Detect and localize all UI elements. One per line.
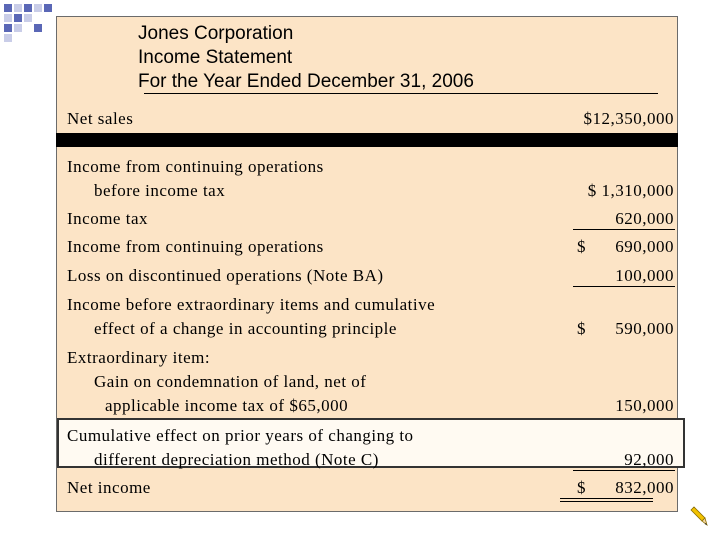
net-income-dollar: $ <box>577 478 586 497</box>
extraordinary-label-2: Gain on condemnation of land, net of <box>94 372 367 391</box>
header-rule <box>144 93 658 94</box>
cumulative-effect-label-2: different depreciation method (Note C) <box>94 450 379 469</box>
statement-title: Income Statement <box>138 47 293 68</box>
income-tax-label: Income tax <box>67 209 148 228</box>
net-sales-label: Net sales <box>67 109 134 128</box>
net-income-amount: 832,000 <box>615 478 674 497</box>
net-income-double-underline-1 <box>560 498 653 499</box>
income-cont-before-tax-label-1: Income from continuing operations <box>67 157 324 176</box>
loss-discontinued-label: Loss on discontinued operations (Note BA) <box>67 266 384 285</box>
income-before-extra-amount: 590,000 <box>615 319 674 338</box>
income-cont-before-tax-label-2: before income tax <box>94 181 226 200</box>
net-sales-amount: $12,350,000 <box>583 109 674 128</box>
income-cont-label: Income from continuing operations <box>67 237 324 256</box>
extraordinary-label-3: applicable income tax of $65,000 <box>105 396 349 415</box>
income-before-extra-label-2: effect of a change in accounting principle <box>94 319 397 338</box>
statement-period: For the Year Ended December 31, 2006 <box>138 71 474 92</box>
cumulative-effect-amount: 92,000 <box>624 450 674 469</box>
income-tax-underline <box>573 229 675 230</box>
pencil-icon <box>688 506 708 526</box>
extraordinary-label-1: Extraordinary item: <box>67 348 211 367</box>
company-name: Jones Corporation <box>138 23 294 44</box>
income-before-extra-label-1: Income before extraordinary items and cumulative <box>67 295 436 314</box>
section-divider-bar <box>56 133 678 147</box>
cumulative-effect-underline <box>573 470 675 471</box>
income-before-extra-dollar: $ <box>577 319 586 338</box>
income-cont-before-tax-amount: $ 1,310,000 <box>587 181 674 200</box>
net-income-label: Net income <box>67 478 151 497</box>
income-tax-amount: 620,000 <box>615 209 674 228</box>
net-income-double-underline-2 <box>560 501 653 502</box>
income-cont-amount: 690,000 <box>615 237 674 256</box>
extraordinary-amount: 150,000 <box>615 396 674 415</box>
loss-discontinued-underline <box>573 286 675 287</box>
cumulative-effect-label-1: Cumulative effect on prior years of changing to <box>67 426 414 445</box>
income-cont-dollar: $ <box>577 237 586 256</box>
loss-discontinued-amount: 100,000 <box>615 266 674 285</box>
